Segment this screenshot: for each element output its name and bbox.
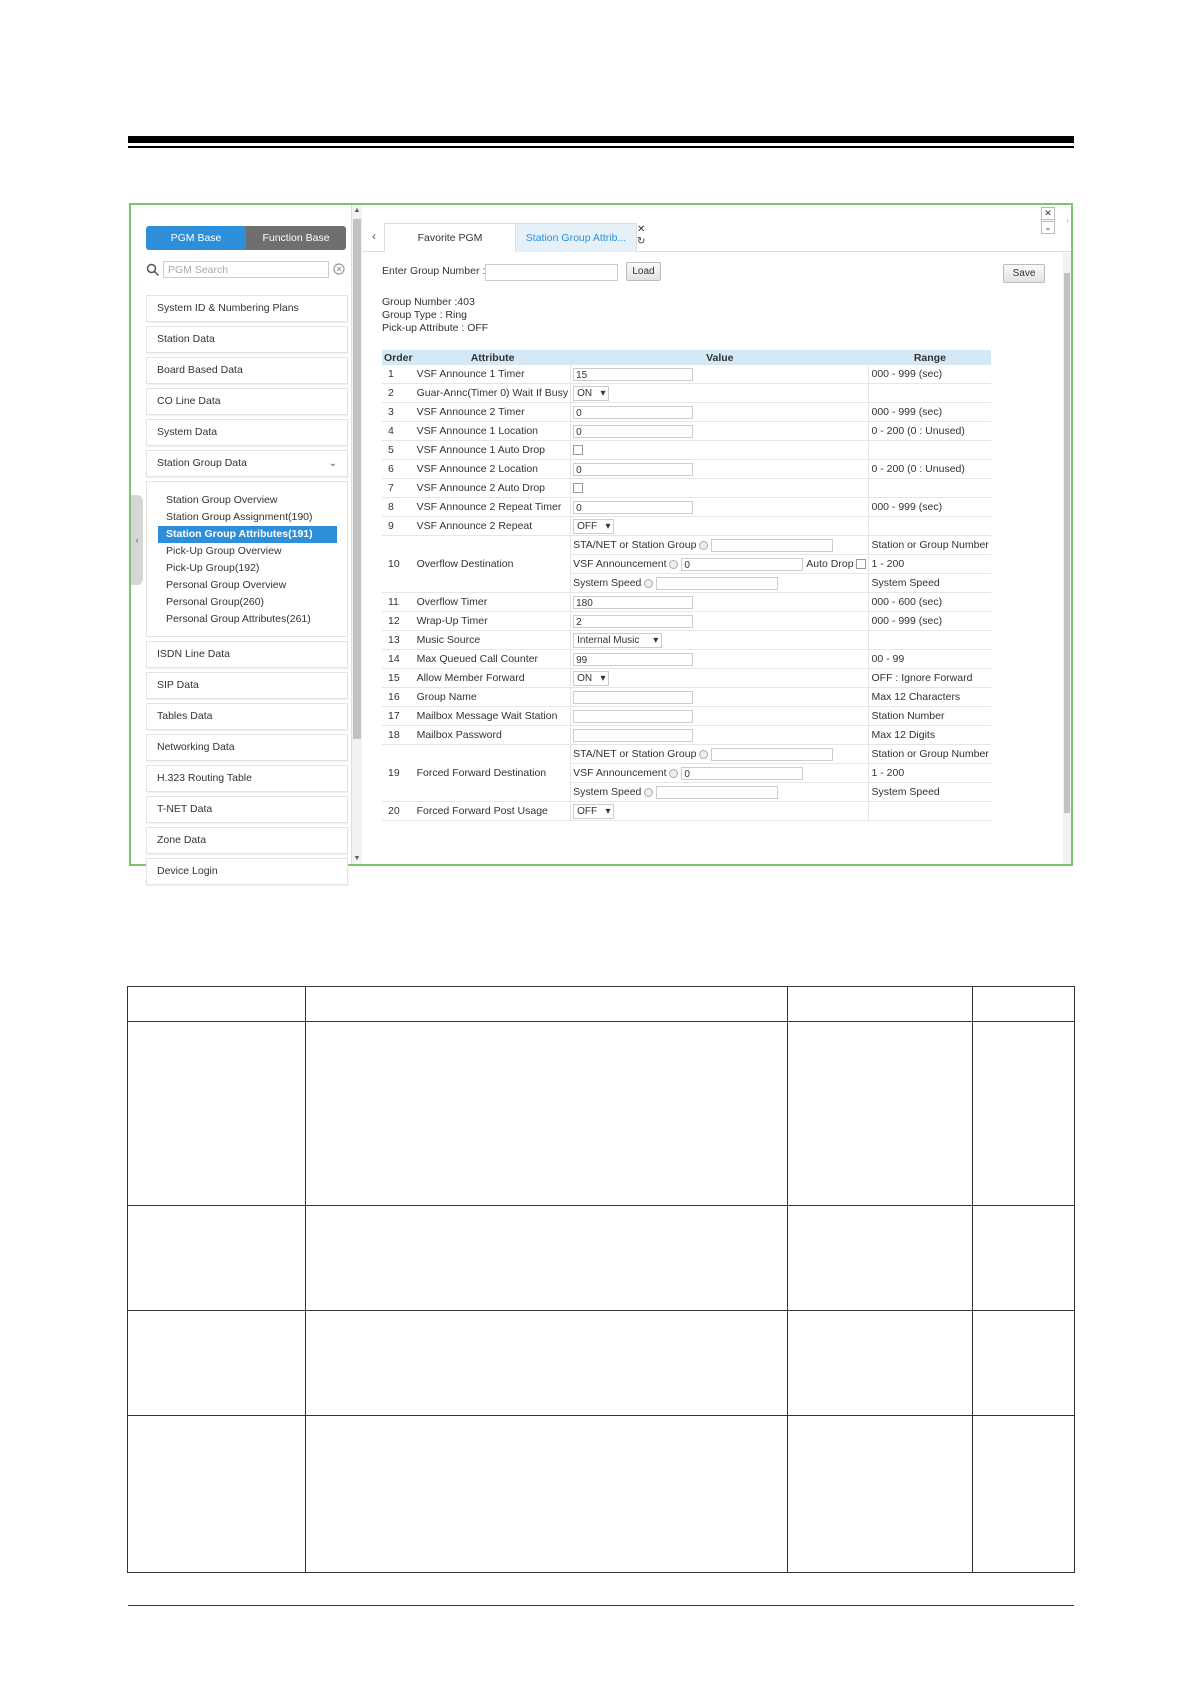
row-range <box>869 802 991 821</box>
submenu-item[interactable]: Station Group Overview <box>166 494 278 506</box>
radio-button[interactable] <box>644 579 653 588</box>
row-range: 000 - 999 (sec) <box>869 365 991 384</box>
table-row <box>382 498 991 517</box>
close-icon[interactable]: ✕ <box>637 224 646 235</box>
row-range <box>869 384 991 403</box>
row-attribute: VSF Announce 1 Location <box>415 422 571 441</box>
row-order: 11 <box>382 593 415 612</box>
value-input[interactable] <box>573 729 693 742</box>
base-tabs <box>146 226 346 250</box>
document-table-row <box>128 1022 1075 1206</box>
row-order: 7 <box>382 479 415 498</box>
value-input[interactable]: 0 <box>681 558 803 571</box>
row-attribute: Overflow Destination <box>415 536 571 593</box>
radio-button[interactable] <box>644 788 653 797</box>
collapse-panel-tab[interactable]: ‹ <box>131 495 143 585</box>
tab-function-base[interactable]: Function Base <box>246 226 346 250</box>
save-button[interactable]: Save <box>1003 264 1045 283</box>
row-order: 12 <box>382 612 415 631</box>
row-range: 0 - 200 (0 : Unused) <box>869 460 991 479</box>
row-attribute: Group Name <box>415 688 571 707</box>
group-type-text: Group Type : Ring <box>382 309 468 321</box>
header-order: Order <box>384 351 413 364</box>
radio-button[interactable] <box>669 769 678 778</box>
row-range: 1 - 200 <box>869 764 991 783</box>
document-table-header <box>128 987 1075 1022</box>
table-row <box>382 517 991 536</box>
row-order: 14 <box>382 650 415 669</box>
tab-bar <box>362 223 1071 252</box>
load-button[interactable]: Load <box>626 262 661 281</box>
row-attribute: Overflow Timer <box>415 593 571 612</box>
sub-label: System Speed <box>573 786 642 798</box>
document-table-row <box>128 1206 1075 1311</box>
value-select[interactable]: Internal Music ▾ <box>573 633 662 648</box>
table-row <box>382 403 991 422</box>
tab-station-group-attributes[interactable]: Station Group Attrib... <box>515 223 637 252</box>
group-number-text: Group Number :403 <box>382 296 475 308</box>
row-range: Station Number <box>869 707 991 726</box>
table-row <box>382 422 991 441</box>
screenshot-frame <box>129 203 1073 877</box>
sub-label: System Speed <box>573 577 642 589</box>
tab-pgm-base[interactable]: PGM Base <box>146 226 246 250</box>
value-select[interactable]: ON ▾ <box>573 386 609 401</box>
select-value: Internal Music <box>577 634 640 646</box>
right-panel <box>362 205 1071 864</box>
left-scrollbar[interactable] <box>351 205 362 864</box>
sidebar-item-isdn-line-data[interactable]: ISDN Line Data <box>146 641 348 668</box>
sidebar-item-system-id[interactable]: System ID & Numbering Plans <box>146 295 348 322</box>
table-row <box>382 536 991 555</box>
sidebar-item-tnet-data[interactable]: T-NET Data <box>146 796 348 823</box>
value-input[interactable] <box>656 786 778 799</box>
table-header <box>382 350 991 365</box>
top-rule-thin <box>128 146 1074 148</box>
sidebar-item-zone-data[interactable]: Zone Data <box>146 827 348 854</box>
sidebar-item-co-line-data[interactable]: CO Line Data <box>146 388 348 415</box>
row-attribute: VSF Announce 2 Repeat <box>415 517 571 536</box>
row-order: 6 <box>382 460 415 479</box>
document-table-row <box>128 1311 1075 1416</box>
checkbox[interactable] <box>573 445 583 455</box>
table-row <box>382 688 991 707</box>
scrollbar-thumb[interactable] <box>1064 273 1070 813</box>
submenu-item[interactable]: Station Group Assignment(190) <box>166 511 313 523</box>
row-attribute: Guar-Annc(Timer 0) Wait If Busy <box>415 384 571 403</box>
row-attribute: VSF Announce 2 Auto Drop <box>415 479 571 498</box>
auto-drop-label: Auto Drop <box>806 558 854 570</box>
submenu-item[interactable]: Personal Group Attributes(261) <box>166 613 311 625</box>
row-range <box>869 479 991 498</box>
header-range: Range <box>869 350 991 365</box>
value-input[interactable]: 0 <box>681 767 803 780</box>
row-order: 17 <box>382 707 415 726</box>
sidebar-item-networking-data[interactable]: Networking Data <box>146 734 348 761</box>
value-input[interactable] <box>573 691 693 704</box>
table-row <box>382 631 991 650</box>
value-select[interactable]: ON ▾ <box>573 671 609 686</box>
table-row <box>382 726 991 745</box>
header-value: Value <box>571 350 869 365</box>
value-input[interactable] <box>656 577 778 590</box>
row-attribute: Music Source <box>415 631 571 650</box>
radio-button[interactable] <box>699 541 708 550</box>
submenu-item-active[interactable]: Station Group Attributes(191) <box>158 526 337 543</box>
row-order: 20 <box>382 802 415 821</box>
chevron-down-icon: ⌄ <box>328 458 337 469</box>
row-attribute: VSF Announce 2 Location <box>415 460 571 479</box>
select-value: OFF <box>577 520 598 532</box>
checkbox[interactable] <box>856 559 866 569</box>
row-attribute: VSF Announce 1 Auto Drop <box>415 441 571 460</box>
row-range: 000 - 600 (sec) <box>869 593 991 612</box>
row-range: Max 12 Characters <box>869 688 991 707</box>
row-range: Station or Group Number <box>869 745 991 764</box>
attributes-table <box>382 350 991 821</box>
sidebar-item-label: Station Group Data <box>157 457 247 469</box>
row-attribute: Mailbox Password <box>415 726 571 745</box>
row-order: 8 <box>382 498 415 517</box>
sidebar-item-sip-data[interactable]: SIP Data <box>146 672 348 699</box>
document-table <box>127 986 1075 1573</box>
value-input[interactable] <box>711 539 833 552</box>
row-order: 3 <box>382 403 415 422</box>
row-range <box>869 631 991 650</box>
row-range: OFF : Ignore Forward <box>869 669 991 688</box>
value-input[interactable]: 0 <box>573 463 693 476</box>
row-order: 18 <box>382 726 415 745</box>
group-number-input[interactable] <box>485 264 618 281</box>
row-attribute: VSF Announce 2 Repeat Timer <box>415 498 571 517</box>
sidebar-item-station-data[interactable]: Station Data <box>146 326 348 353</box>
value-input[interactable]: 0 <box>573 425 693 438</box>
bottom-rule <box>128 1605 1074 1606</box>
submenu-item[interactable]: Pick-Up Group Overview <box>166 545 282 557</box>
row-range <box>869 441 991 460</box>
row-attribute: Allow Member Forward <box>415 669 571 688</box>
left-panel <box>131 205 351 877</box>
table-row <box>382 802 991 821</box>
value-input[interactable]: 99 <box>573 653 693 666</box>
row-attribute: Max Queued Call Counter <box>415 650 571 669</box>
row-attribute: Wrap-Up Timer <box>415 612 571 631</box>
pickup-attribute-text: Pick-up Attribute : OFF <box>382 322 489 334</box>
tab-favorite-pgm[interactable]: Favorite PGM <box>384 223 516 252</box>
table-row <box>382 593 991 612</box>
row-range: 000 - 999 (sec) <box>869 498 991 517</box>
row-order: 15 <box>382 669 415 688</box>
select-value: ON <box>577 672 593 684</box>
row-attribute: Forced Forward Post Usage <box>415 802 571 821</box>
sub-label: STA/NET or Station Group <box>573 748 697 760</box>
value-select[interactable]: OFF ▾ <box>573 804 614 819</box>
row-order: 2 <box>382 384 415 403</box>
table-row <box>382 460 991 479</box>
sidebar-item-system-data[interactable]: System Data <box>146 419 348 446</box>
sub-label: VSF Announcement <box>573 558 667 570</box>
value-select[interactable]: OFF ▾ <box>573 519 614 534</box>
row-order: 5 <box>382 441 415 460</box>
value-input[interactable]: 180 <box>573 596 693 609</box>
search-input[interactable]: PGM Search <box>163 261 329 278</box>
row-range: 000 - 999 (sec) <box>869 612 991 631</box>
submenu-item[interactable]: Personal Group Overview <box>166 579 287 591</box>
row-order: 4 <box>382 422 415 441</box>
group-number-row <box>382 265 655 277</box>
value-input[interactable]: 2 <box>573 615 693 628</box>
chevron-left-icon[interactable]: ‹ <box>372 229 376 243</box>
table-row <box>382 669 991 688</box>
document-table-row <box>128 1416 1075 1573</box>
refresh-icon[interactable]: ↻ <box>637 236 646 247</box>
sub-label: STA/NET or Station Group <box>573 539 697 551</box>
table-row <box>382 365 991 384</box>
value-input[interactable]: 15 <box>573 368 693 381</box>
scrollbar-thumb[interactable] <box>353 219 361 739</box>
row-range: System Speed <box>869 574 991 593</box>
sidebar-item-board-based-data[interactable]: Board Based Data <box>146 357 348 384</box>
select-value: ON <box>577 387 593 399</box>
table-row <box>382 612 991 631</box>
row-order: 1 <box>382 365 415 384</box>
radio-button[interactable] <box>699 750 708 759</box>
document-table-wrap <box>127 986 1075 1573</box>
right-scrollbar[interactable] <box>1063 253 1071 864</box>
select-value: OFF <box>577 805 598 817</box>
row-order: 10 <box>382 536 415 593</box>
row-attribute: VSF Announce 1 Timer <box>415 365 571 384</box>
table-row <box>382 479 991 498</box>
chevron-down-icon[interactable]: ⌄ <box>1041 221 1055 234</box>
row-range: 00 - 99 <box>869 650 991 669</box>
row-order: 13 <box>382 631 415 650</box>
row-attribute: Mailbox Message Wait Station <box>415 707 571 726</box>
sidebar-item-station-group-data[interactable] <box>146 450 348 477</box>
row-attribute: VSF Announce 2 Timer <box>415 403 571 422</box>
search-icon <box>146 263 160 277</box>
table-row <box>382 707 991 726</box>
row-range: 1 - 200 <box>869 555 991 574</box>
scroll-up-icon[interactable]: ▲ <box>353 207 361 214</box>
row-range: Station or Group Number <box>869 536 991 555</box>
row-range <box>869 517 991 536</box>
submenu-item[interactable]: Personal Group(260) <box>166 596 265 608</box>
submenu-item[interactable]: Pick-Up Group(192) <box>166 562 260 574</box>
value-input[interactable]: 0 <box>573 501 693 514</box>
chevron-right-icon[interactable]: › <box>1066 215 1069 225</box>
group-info <box>382 296 488 335</box>
table-row <box>382 441 991 460</box>
clear-icon[interactable] <box>333 263 345 275</box>
checkbox[interactable] <box>573 483 583 493</box>
scroll-down-icon[interactable]: ▼ <box>353 855 361 862</box>
pgm-search <box>146 261 346 281</box>
sidebar-item-device-login[interactable]: Device Login <box>146 858 348 885</box>
sidebar-item-tables-data[interactable]: Tables Data <box>146 703 348 730</box>
row-range: Max 12 Digits <box>869 726 991 745</box>
row-range: 000 - 999 (sec) <box>869 403 991 422</box>
attributes-table-wrap <box>382 350 989 821</box>
row-order: 19 <box>382 745 415 802</box>
row-order: 9 <box>382 517 415 536</box>
station-group-submenu <box>146 481 348 637</box>
value-input[interactable] <box>711 748 833 761</box>
close-all-icon[interactable]: ✕ <box>1041 207 1055 220</box>
sub-label: VSF Announcement <box>573 767 667 779</box>
table-row <box>382 650 991 669</box>
group-number-label: Enter Group Number : <box>382 265 486 277</box>
sidebar-menu <box>146 295 348 889</box>
top-rule-thick <box>128 136 1074 143</box>
row-order: 16 <box>382 688 415 707</box>
row-range: System Speed <box>869 783 991 802</box>
value-input[interactable]: 0 <box>573 406 693 419</box>
row-range: 0 - 200 (0 : Unused) <box>869 422 991 441</box>
header-attribute: Attribute <box>415 350 571 365</box>
table-row <box>382 745 991 764</box>
sidebar-item-h323-routing[interactable]: H.323 Routing Table <box>146 765 348 792</box>
value-input[interactable] <box>573 710 693 723</box>
row-attribute: Forced Forward Destination <box>415 745 571 802</box>
radio-button[interactable] <box>669 560 678 569</box>
table-row <box>382 384 991 403</box>
